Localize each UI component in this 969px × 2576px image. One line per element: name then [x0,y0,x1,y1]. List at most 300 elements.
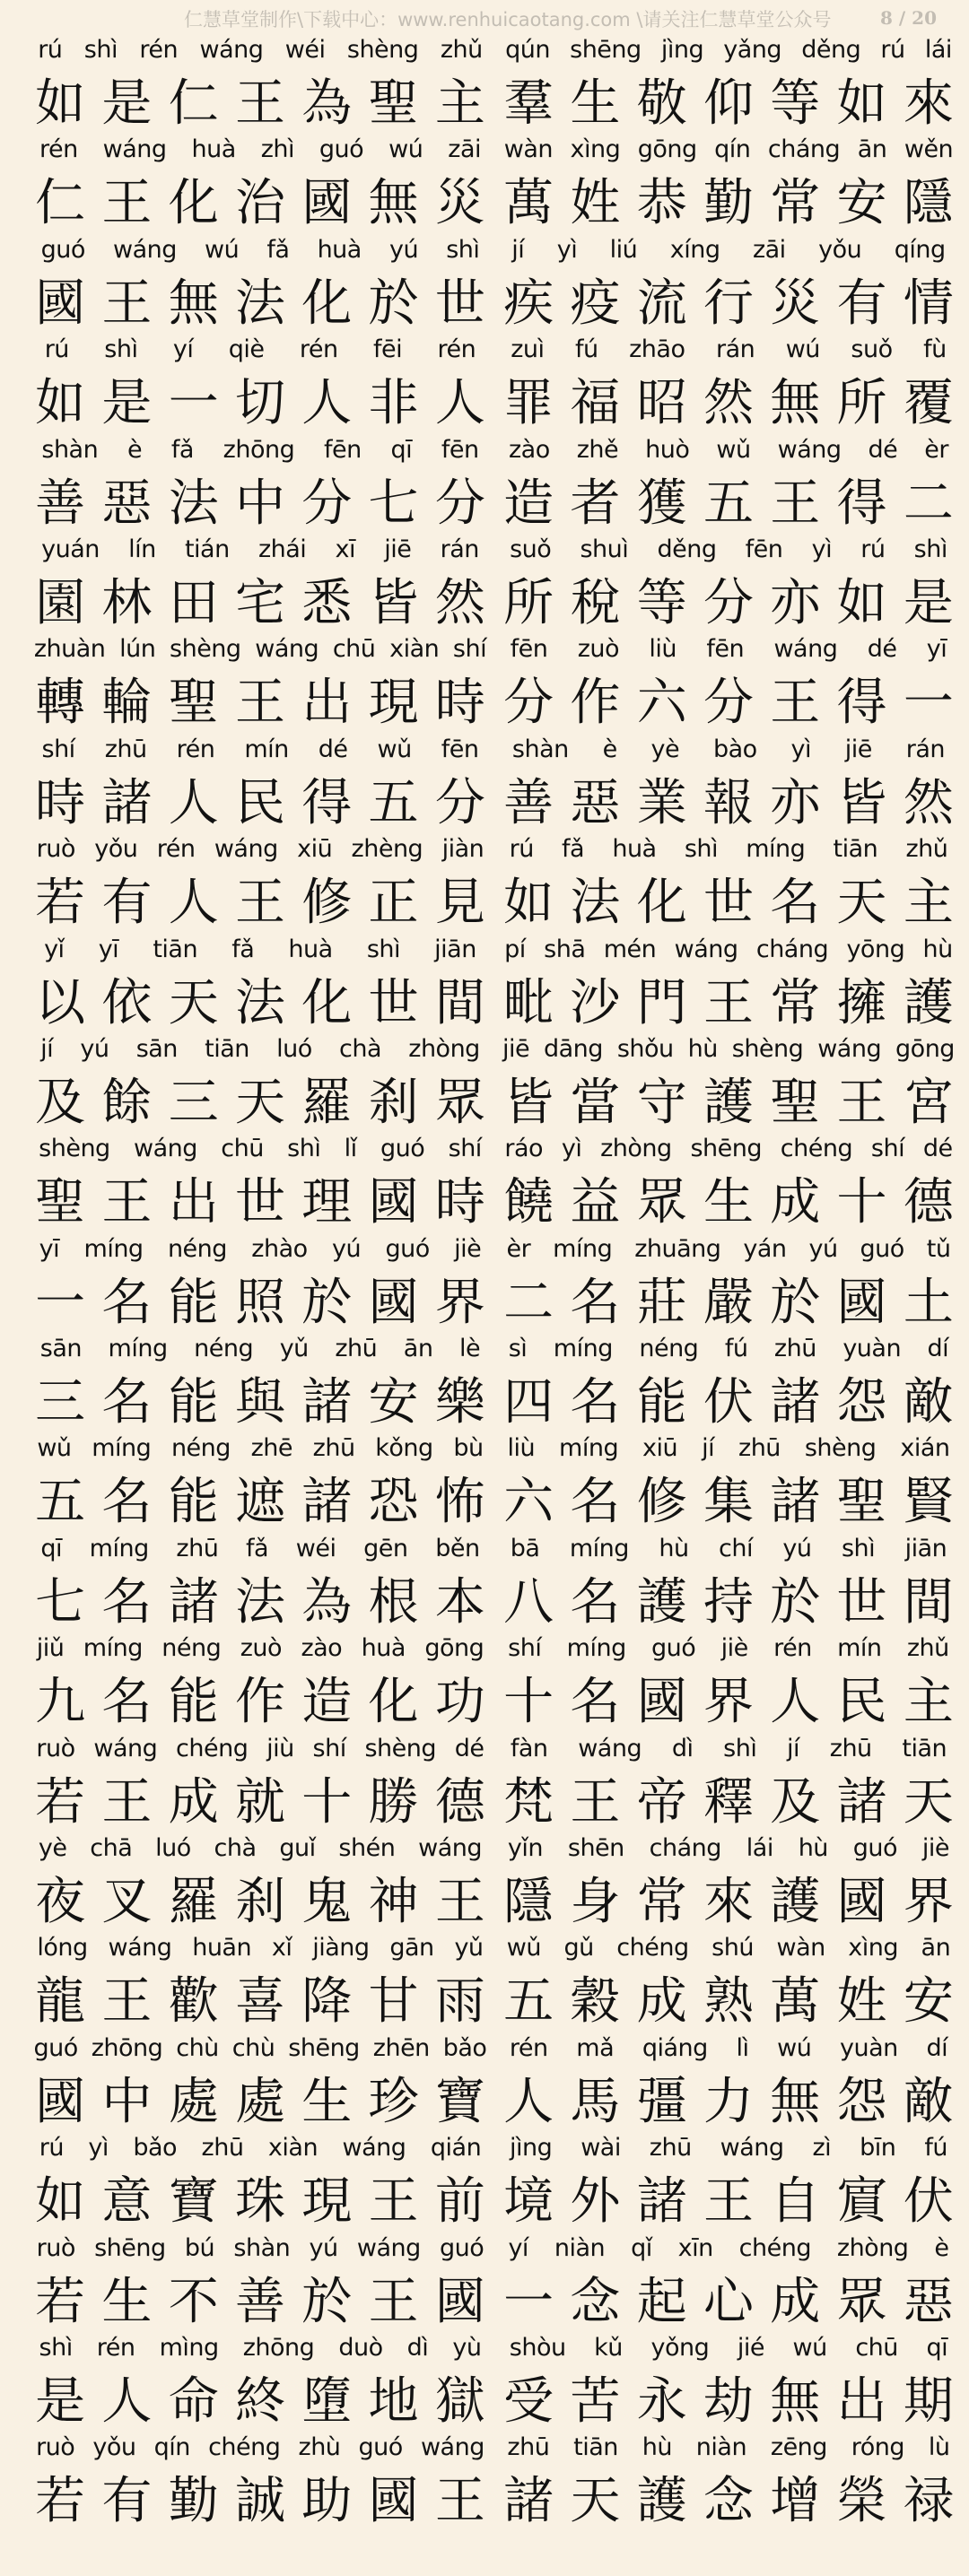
hanzi-char: 修 [301,874,353,933]
pinyin-syllable: xìng [848,1934,898,1962]
pinyin-syllable: fú [724,1335,748,1363]
hanzi-char: 民 [836,1673,887,1732]
pinyin-syllable: yì [561,1135,582,1163]
hanzi-line [495,2368,962,2431]
pinyin-syllable: chū [221,1135,264,1163]
hanzi-char: 自 [770,2172,821,2232]
pinyin-syllable: wú [388,135,423,164]
hanzi-char: 宅 [234,573,285,632]
pinyin-syllable: zhě [576,435,619,464]
hanzi-char: 三 [35,1373,86,1432]
pinyin-syllable: xiū [642,1434,678,1463]
hanzi-char: 如 [503,874,554,933]
pinyin-syllable: yǐ [44,935,65,963]
hanzi-char: 悉 [301,573,353,632]
hanzi-char: 當 [570,1073,621,1132]
hanzi-char: 聖 [836,1473,887,1532]
hanzi-char: 無 [368,174,419,233]
hanzi-char: 八 [503,1572,554,1632]
hanzi-char: 依 [101,973,153,1032]
pinyin-syllable: néng [162,1634,222,1663]
pinyin-syllable: hù [687,1034,718,1063]
pinyin-syllable: míng [566,1634,626,1663]
hanzi-char: 如 [35,374,86,433]
pinyin-syllable: zhē [250,1434,292,1463]
hanzi-char: 國 [35,274,86,333]
hanzi-char: 增 [770,2472,821,2531]
pinyin-syllable: yì [88,2134,109,2163]
verse-line [495,535,962,635]
pinyin-syllable: yuán [41,535,100,563]
pinyin-syllable: zhòng [408,1034,480,1063]
pinyin-syllable: è [127,435,143,464]
hanzi-char: 三 [168,1073,219,1132]
hanzi-char: 如 [35,2172,86,2232]
pinyin-syllable: wú [777,2033,812,2062]
hanzi-line [495,770,962,832]
pinyin-syllable: dé [867,635,897,664]
pinyin-syllable: shēng [690,1135,762,1163]
pinyin-syllable: jí [787,1734,800,1762]
verse-line [27,735,493,835]
pinyin-syllable: lù [928,2433,950,2462]
pinyin-syllable: wáng [720,2134,784,2163]
hanzi-char: 照 [234,1273,285,1332]
hanzi-char: 世 [368,973,419,1032]
pinyin-syllable: luó [276,1034,312,1063]
hanzi-char: 出 [301,674,353,733]
hanzi-char: 護 [636,1572,687,1632]
hanzi-char: 世 [434,274,485,333]
hanzi-char: 聖 [770,1073,821,1132]
pinyin-syllable: chù [176,2033,219,2062]
hanzi-line [27,770,493,832]
pinyin-syllable: yú [808,1234,838,1263]
hanzi-char: 王 [434,2472,485,2531]
pinyin-syllable: yú [388,235,419,264]
hanzi-char: 刹 [234,1873,285,1932]
hanzi-char: 獄 [434,2371,485,2431]
pinyin-syllable: míng [553,1335,613,1363]
hanzi-char: 二 [503,1273,554,1332]
pinyin-syllable: guó [380,1135,425,1163]
verse-line [495,2134,962,2233]
hanzi-char: 安 [368,1373,419,1432]
hanzi-char: 苦 [570,2371,621,2431]
hanzi-line [495,470,962,533]
hanzi-char: 及 [35,1073,86,1132]
hanzi-char: 五 [703,474,754,533]
pinyin-syllable: xīn [677,2233,713,2262]
pinyin-syllable: tǔ [926,1234,951,1263]
hanzi-char: 能 [168,1273,219,1332]
pinyin-syllable: wáng [255,635,319,664]
pinyin-syllable: chéng [738,2233,811,2262]
pinyin-syllable: hù [922,935,953,963]
pinyin-syllable: jiē [844,735,872,763]
hanzi-char: 護 [770,1873,821,1932]
pinyin-syllable: rén [39,135,78,164]
pinyin-syllable: chū [855,2333,898,2362]
hanzi-char: 時 [434,1173,485,1232]
pinyin-syllable: jiè [921,1834,950,1863]
pinyin-syllable: qián [430,2134,482,2163]
hanzi-char: 諸 [101,773,153,832]
hanzi-char: 身 [570,1873,621,1932]
hanzi-char: 能 [168,1473,219,1532]
hanzi-char: 福 [570,374,621,433]
pinyin-syllable: jí [702,1434,715,1463]
hanzi-char: 王 [101,174,153,233]
pinyin-syllable: zhǔ [905,835,948,864]
hanzi-char: 國 [434,2272,485,2331]
hanzi-char: 穀 [570,1972,621,2032]
pinyin-syllable: jiē [384,535,412,563]
pinyin-syllable: wáng [199,36,264,64]
hanzi-char: 德 [903,1173,954,1232]
pinyin-syllable: xíng [669,235,720,264]
hanzi-char: 如 [35,74,86,133]
hanzi-char: 沙 [570,973,621,1032]
pinyin-syllable: rén [437,335,476,364]
pinyin-syllable: wú [792,2333,827,2362]
pinyin-syllable: zhū [507,2433,550,2462]
pinyin-syllable: zāi [752,235,786,264]
hanzi-char: 如 [836,573,887,632]
hanzi-char: 中 [234,474,285,533]
pinyin-syllable: jiè [720,1634,748,1663]
hanzi-char: 一 [35,1273,86,1332]
pinyin-syllable: rú [860,535,886,563]
pinyin-syllable: wáng [674,935,738,963]
hanzi-char: 時 [35,773,86,832]
pinyin-syllable: wáng [420,2433,484,2462]
hanzi-char: 皆 [836,773,887,832]
pinyin-syllable: shì [104,335,138,364]
pinyin-syllable: xiàn [389,635,440,664]
pinyin-syllable: fēn [441,435,479,464]
pinyin-syllable: běn [435,1534,480,1562]
hanzi-char: 九 [35,1673,86,1732]
hanzi-char: 有 [101,874,153,933]
hanzi-char: 擁 [836,973,887,1032]
hanzi-char: 梵 [503,1772,554,1832]
pinyin-syllable: zhū [829,1734,872,1762]
hanzi-line [495,2268,962,2331]
verse-line [27,1035,493,1135]
hanzi-char: 仰 [703,74,754,133]
pinyin-syllable: yè [650,735,680,763]
pinyin-syllable: míng [746,835,806,864]
hanzi-char: 帝 [636,1772,687,1832]
pinyin-syllable: yì [811,535,833,563]
pinyin-syllable: zhāo [629,335,685,364]
hanzi-char: 能 [168,1673,219,1732]
pinyin-syllable: shì [446,235,480,264]
hanzi-char: 諸 [301,1373,353,1432]
hanzi-char: 念 [570,2272,621,2331]
hanzi-char: 五 [503,1972,554,2032]
hanzi-char: 理 [301,1173,353,1232]
hanzi-char: 國 [636,1673,687,1732]
hanzi-char: 亦 [770,773,821,832]
pinyin-syllable: zhēn [372,2033,430,2062]
hanzi-char: 民 [234,773,285,832]
hanzi-line [495,370,962,433]
pinyin-syllable: hù [642,2433,672,2462]
pinyin-syllable: xiū [297,835,333,864]
pinyin-syllable: ruò [36,1734,75,1762]
verse-line [27,2433,493,2533]
pinyin-syllable: huān [192,1934,252,1962]
verse-line [495,1834,962,1934]
verse-line [27,135,493,235]
hanzi-char: 意 [101,2172,153,2232]
hanzi-char: 敵 [903,2072,954,2131]
pinyin-syllable: děng [801,36,861,64]
pinyin-syllable: shèng [170,635,241,664]
hanzi-char: 天 [836,874,887,933]
pinyin-syllable: shì [841,1534,876,1562]
hanzi-char: 疫 [570,274,621,333]
hanzi-char: 能 [168,1373,219,1432]
hanzi-line [27,2068,493,2131]
hanzi-char: 出 [168,1173,219,1232]
pinyin-syllable: jiàng [312,1934,370,1962]
pinyin-syllable: rén [176,735,215,763]
pinyin-syllable: fēn [323,435,362,464]
hanzi-char: 名 [570,1572,621,1632]
hanzi-char: 嚴 [703,1273,754,1332]
hanzi-line [27,1169,493,1232]
hanzi-char: 生 [703,1173,754,1232]
pinyin-syllable: bù [453,1434,484,1463]
hanzi-char: 聖 [35,1173,86,1232]
pinyin-syllable: chéng [176,1734,249,1762]
hanzi-char: 彊 [636,2072,687,2131]
hanzi-char: 疾 [503,274,554,333]
hanzi-char: 喜 [234,1972,285,2032]
hanzi-char: 境 [503,2172,554,2232]
pinyin-syllable: shēng [570,36,642,64]
hanzi-char: 常 [636,1873,687,1932]
hanzi-char: 饒 [503,1173,554,1232]
hanzi-char: 助 [301,2472,353,2531]
pinyin-syllable: dé [454,1734,484,1762]
pinyin-syllable: bǎo [133,2134,178,2163]
hanzi-char: 怨 [836,2072,887,2131]
hanzi-char: 若 [35,2272,86,2331]
pinyin-syllable: jí [40,1034,54,1063]
pinyin-syllable: guó [852,1834,898,1863]
hanzi-char: 樂 [434,1373,485,1432]
hanzi-char: 十 [503,1673,554,1732]
pinyin-syllable: dì [671,1734,694,1762]
hanzi-line [27,1569,493,1632]
pinyin-syllable: néng [170,1434,231,1463]
pinyin-syllable: yí [172,335,194,364]
pinyin-syllable: yōng [846,935,905,963]
hanzi-char: 王 [101,274,153,333]
hanzi-line [27,669,493,733]
pinyin-syllable: jí [511,235,525,264]
pinyin-syllable: wáng [134,1135,197,1163]
pinyin-syllable: rú [44,335,69,364]
hanzi-char: 報 [703,773,754,832]
pinyin-syllable: zhǔ [906,1634,949,1663]
verse-line [27,1834,493,1934]
pinyin-syllable: lè [459,1335,481,1363]
hanzi-char: 敬 [636,74,687,133]
pinyin-syllable: qín [714,135,751,164]
hanzi-char: 正 [368,874,419,933]
hanzi-line [495,1968,962,2032]
pinyin-syllable: yán [743,1234,787,1263]
hanzi-char: 七 [368,474,419,533]
hanzi-char: 及 [770,1772,821,1832]
pinyin-syllable: è [602,735,617,763]
pinyin-syllable: zhuāng [634,1234,721,1263]
hanzi-char: 寶 [434,2072,485,2131]
hanzi-char: 善 [234,2272,285,2331]
pinyin-syllable: bú [184,2233,215,2262]
hanzi-line [495,869,962,933]
hanzi-char: 治 [234,174,285,233]
pinyin-syllable: fǎ [246,1534,269,1562]
hanzi-char: 災 [770,274,821,333]
pinyin-syllable: míng [83,1234,144,1263]
pinyin-syllable: gōng [424,1634,484,1663]
hanzi-line [495,270,962,333]
hanzi-char: 皆 [503,1073,554,1132]
verse-line [27,1934,493,2033]
hanzi-line [495,2168,962,2232]
hanzi-char: 善 [35,474,86,533]
pinyin-syllable: zhì [260,135,294,164]
pinyin-syllable: huà [612,835,657,864]
pinyin-syllable: fēn [441,735,479,763]
hanzi-char: 輪 [101,674,153,733]
hanzi-char: 皆 [368,573,419,632]
hanzi-char: 與 [234,1373,285,1432]
hanzi-char: 等 [770,74,821,133]
hanzi-char: 名 [101,1373,153,1432]
pinyin-syllable: yú [332,1234,362,1263]
verse-line [27,1535,493,1634]
pinyin-syllable: míng [108,1335,168,1363]
hanzi-char: 國 [836,1873,887,1932]
pinyin-syllable: yǒu [818,235,862,264]
hanzi-char: 罪 [503,374,554,433]
hanzi-char: 聖 [168,674,219,733]
hanzi-char: 王 [434,1873,485,1932]
hanzi-line [27,869,493,933]
pinyin-syllable: shēn [567,1834,624,1863]
hanzi-char: 名 [770,874,821,933]
pinyin-syllable: wěn [904,135,954,164]
pinyin-syllable: gōng [895,1034,955,1063]
pinyin-syllable: fēn [510,635,548,664]
pinyin-syllable: zāi [448,135,482,164]
pinyin-syllable: jìng [660,36,704,64]
pinyin-syllable: mín [244,735,289,763]
hanzi-line [495,1868,962,1932]
hanzi-char: 一 [903,674,954,733]
pinyin-syllable: zhū [335,1335,378,1363]
hanzi-char: 名 [570,1473,621,1532]
pinyin-syllable: lǐ [344,1135,357,1163]
pinyin-syllable: ruò [36,2433,75,2462]
verse-line [495,135,962,235]
pinyin-syllable: ān [857,135,887,164]
pinyin-syllable: rú [509,835,534,864]
hanzi-char: 降 [301,1972,353,2032]
verse-line [495,36,962,135]
pinyin-syllable: zhù [298,2433,341,2462]
verse-line [27,535,493,635]
hanzi-char: 五 [35,1473,86,1532]
hanzi-char: 林 [101,573,153,632]
verse-line [495,2433,962,2533]
hanzi-line [27,2368,493,2431]
pinyin-syllable: shú [711,1934,754,1962]
hanzi-char: 造 [503,474,554,533]
hanzi-char: 非 [368,374,419,433]
hanzi-char: 化 [368,1673,419,1732]
hanzi-char: 地 [368,2371,419,2431]
hanzi-line [27,1269,493,1332]
hanzi-char: 鬼 [301,1873,353,1932]
pinyin-syllable: qín [153,2433,190,2462]
pinyin-syllable: shàn [233,2233,291,2262]
hanzi-char: 七 [35,1572,86,1632]
hanzi-char: 聖 [368,74,419,133]
hanzi-line [495,70,962,133]
hanzi-char: 善 [503,773,554,832]
hanzi-char: 刹 [368,1073,419,1132]
verse-line [495,635,962,735]
pinyin-syllable: wàn [503,135,553,164]
hanzi-char: 賔 [836,2172,887,2232]
hanzi-char: 覆 [903,374,954,433]
pinyin-syllable: wáng [578,1734,642,1762]
verse-line [495,1735,962,1834]
hanzi-line [27,1369,493,1432]
pinyin-syllable: zhòng [600,1135,672,1163]
pinyin-syllable: shēng [288,2033,360,2062]
hanzi-line [27,2168,493,2232]
pinyin-syllable: shí [508,1634,542,1663]
hanzi-char: 諸 [503,2472,554,2531]
pinyin-syllable: rán [715,335,755,364]
pinyin-syllable: shì [684,835,719,864]
pinyin-syllable: néng [194,1335,254,1363]
pinyin-syllable: shàn [511,735,569,763]
hanzi-char: 前 [434,2172,485,2232]
hanzi-char: 勝 [368,1772,419,1832]
hanzi-char: 以 [35,973,86,1032]
hanzi-char: 世 [234,1173,285,1232]
pinyin-syllable: zuò [240,1634,283,1663]
verse-line [495,936,962,1035]
pinyin-syllable: fǎ [266,235,290,264]
pinyin-syllable: shì [83,36,118,64]
pinyin-syllable: qī [40,1534,62,1562]
pinyin-syllable: shā [544,935,586,963]
pinyin-syllable: shì [366,935,401,963]
hanzi-char: 敵 [903,1373,954,1432]
hanzi-char: 榮 [836,2472,887,2531]
